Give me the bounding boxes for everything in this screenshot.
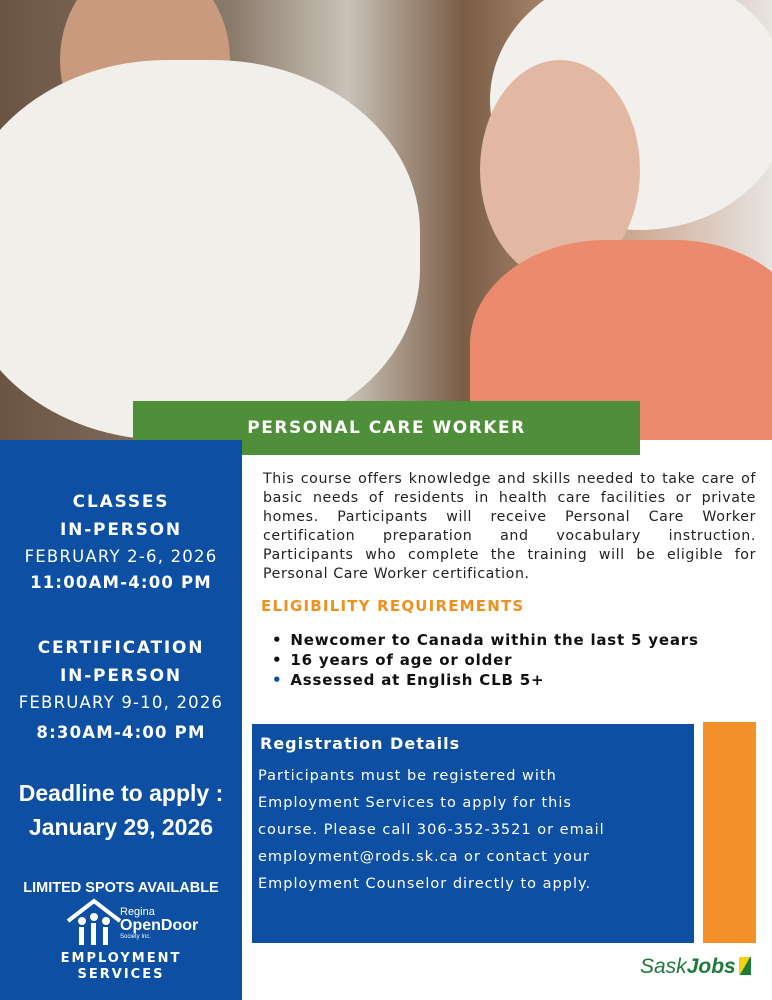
classes-dates: FEBRUARY 2-6, 2026 <box>24 547 218 566</box>
deadline-label: Deadline to apply : <box>18 780 224 806</box>
employment-services-label <box>0 951 242 983</box>
certification-time: 8:30AM-4:00 PM <box>36 723 206 742</box>
course-title-banner: PERSONAL CARE WORKER <box>133 401 640 455</box>
logo-text-jobs: Jobs <box>686 955 736 978</box>
registration-line: Employment Services to apply for this <box>258 795 572 811</box>
logo-text-opendoor: OpenDoor <box>120 917 199 934</box>
certification-mode: IN-PERSON <box>60 666 182 686</box>
certification-dates: FEBRUARY 9-10, 2026 <box>18 693 224 712</box>
regina-open-door-logo <box>66 897 199 949</box>
classes-time: 11:00AM-4:00 PM <box>30 573 212 592</box>
registration-line: course. Please call 306-352-3521 or email <box>258 822 605 838</box>
registration-line: employment@rods.sk.ca or contact your <box>258 849 590 865</box>
services-label: SERVICES <box>77 967 165 982</box>
eligibility-heading: ELIGIBILITY REQUIREMENTS <box>261 597 525 615</box>
classes-mode: IN-PERSON <box>60 520 182 540</box>
wheat-icon <box>739 957 751 975</box>
eligibility-list <box>272 630 699 690</box>
registration-heading: Registration Details <box>260 734 461 753</box>
employment-label: EMPLOYMENT <box>60 951 182 966</box>
hero-photo <box>0 0 772 440</box>
certification-heading: CERTIFICATION <box>37 638 205 658</box>
list-item: • Newcomer to Canada within the last 5 years <box>272 630 699 650</box>
logo-text-sask: Sask <box>640 955 687 978</box>
registration-text <box>258 763 694 898</box>
house-people-icon <box>66 897 122 949</box>
sasksjobs-logo <box>640 955 751 979</box>
registration-line: Employment Counselor directly to apply. <box>258 876 592 892</box>
registration-line: Participants must be registered with <box>258 768 557 784</box>
classes-heading: CLASSES <box>72 492 170 512</box>
logo-text-society: Society Inc. <box>120 934 152 940</box>
logo-text-regina: Regina <box>120 906 155 918</box>
course-description: This course offers knowledge and skills needed to take care of basic needs of residents in health care facilities or private homes. Participants will receive Personal Care Worker certification preparation and vocabulary instruction. Participants who complete the training will be eligible for Personal Care Worker certification. <box>263 471 756 582</box>
limited-spots: LIMITED SPOTS AVAILABLE <box>23 880 219 896</box>
deadline-date: January 29, 2026 <box>28 814 214 840</box>
orange-accent-bar <box>703 722 756 943</box>
list-item: • Assessed at English CLB 5+ <box>272 670 699 690</box>
registration-box <box>252 724 694 943</box>
list-item: • 16 years of age or older <box>272 650 699 670</box>
